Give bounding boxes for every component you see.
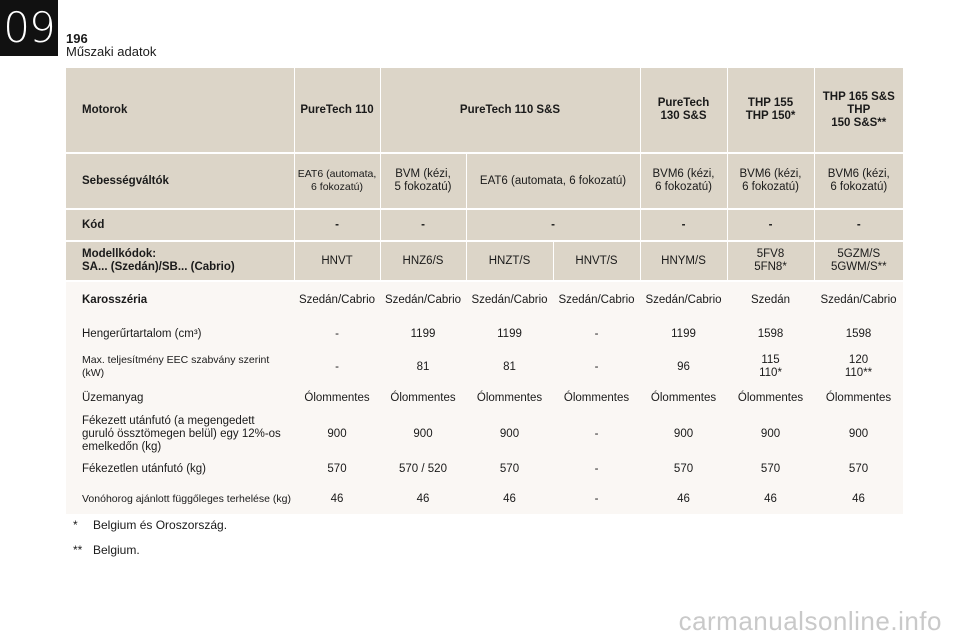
gearbox-cell: BVM (kézi, 5 fokozatú) <box>380 153 466 209</box>
table-cell: - <box>553 318 640 350</box>
code-cell: - <box>380 209 466 241</box>
row-label: Üzemanyag <box>66 384 294 413</box>
row-label: Vonóhorog ajánlott függőleges terhelése (kg) <box>66 484 294 514</box>
table-cell: 46 <box>814 484 903 514</box>
table-cell: 900 <box>814 413 903 455</box>
table-cell: Szedán/Cabrio <box>553 281 640 318</box>
table-cell: 120 110** <box>814 350 903 384</box>
code-cell: - <box>640 209 727 241</box>
engine-cell: PureTech 110 S&S <box>380 68 640 153</box>
header-row-kod <box>66 209 903 241</box>
chapter-number: 09 <box>0 0 58 56</box>
model-code-cell: HNVT <box>294 241 380 281</box>
footnote-text: Belgium. <box>93 543 140 557</box>
table-cell: 46 <box>466 484 553 514</box>
row-label: Motorok <box>66 68 294 153</box>
engine-cell: PureTech 130 S&S <box>640 68 727 153</box>
table-cell: 570 / 520 <box>380 455 466 484</box>
model-code-cell: HNVT/S <box>553 241 640 281</box>
table-cell: 96 <box>640 350 727 384</box>
table-cell: 46 <box>640 484 727 514</box>
table-cell: 900 <box>640 413 727 455</box>
engine-cell: THP 155 THP 150* <box>727 68 814 153</box>
row-label: Sebességváltók <box>66 153 294 209</box>
gearbox-cell: BVM6 (kézi, 6 fokozatú) <box>814 153 903 209</box>
table-cell: 46 <box>380 484 466 514</box>
table-row <box>66 384 903 413</box>
model-code-cell: HNZT/S <box>466 241 553 281</box>
page-number: 196 <box>66 31 88 46</box>
row-label: Fékezetlen utánfutó (kg) <box>66 455 294 484</box>
table-row <box>66 350 903 384</box>
table-cell: Szedán/Cabrio <box>814 281 903 318</box>
header-row-sebessegvaltok <box>66 153 903 209</box>
table-cell: Ólommentes <box>466 384 553 413</box>
footnote-mark: ** <box>73 543 83 557</box>
row-label: Kód <box>66 209 294 241</box>
table-cell: 900 <box>380 413 466 455</box>
table-cell: Ólommentes <box>553 384 640 413</box>
table-cell: 570 <box>814 455 903 484</box>
table-cell: Szedán/Cabrio <box>294 281 380 318</box>
table-cell: 115 110* <box>727 350 814 384</box>
gearbox-cell: BVM6 (kézi, 6 fokozatú) <box>640 153 727 209</box>
header-row-modellkodok <box>66 241 903 281</box>
row-label: Fékezett utánfutó (a megengedett gurulό össztömegen belül) egy 12%-os emelkedőn (kg) <box>66 413 294 455</box>
engine-cell: THP 165 S&S THP 150 S&S** <box>814 68 903 153</box>
row-label: Max. teljesítmény EEC szabvány szerint (kW) <box>66 350 294 384</box>
section-title: Műszaki adatok <box>66 44 157 59</box>
table-cell: Szedán/Cabrio <box>466 281 553 318</box>
table-cell: 900 <box>727 413 814 455</box>
table-row <box>66 413 903 455</box>
model-code-cell: 5GZM/S 5GWM/S** <box>814 241 903 281</box>
footnote-text: Belgium és Oroszország. <box>93 518 228 532</box>
table-cell: 1199 <box>466 318 553 350</box>
table-cell: Ólommentes <box>727 384 814 413</box>
code-cell: - <box>727 209 814 241</box>
code-cell: - <box>294 209 380 241</box>
table-cell: 81 <box>466 350 553 384</box>
engine-cell: PureTech 110 <box>294 68 380 153</box>
footnote <box>73 543 140 557</box>
footnote <box>73 518 227 532</box>
row-label: Modellkódok: SA... (Szedán)/SB... (Cabrio) <box>66 241 294 281</box>
engine-spec-table <box>66 68 903 514</box>
table-cell: - <box>553 350 640 384</box>
table-cell: 570 <box>466 455 553 484</box>
table-cell: 570 <box>727 455 814 484</box>
table-cell: 570 <box>294 455 380 484</box>
header-row-motorok <box>66 68 903 153</box>
table-row <box>66 318 903 350</box>
row-label: Karosszéria <box>66 281 294 318</box>
table-row <box>66 281 903 318</box>
table-cell: 46 <box>727 484 814 514</box>
table-cell: - <box>294 318 380 350</box>
table-row <box>66 484 903 514</box>
table-cell: 570 <box>640 455 727 484</box>
model-code-cell: HNZ6/S <box>380 241 466 281</box>
table-cell: - <box>553 413 640 455</box>
table-cell: 900 <box>466 413 553 455</box>
table-cell: Szedán/Cabrio <box>380 281 466 318</box>
model-code-cell: 5FV8 5FN8* <box>727 241 814 281</box>
table-cell: Ólommentes <box>814 384 903 413</box>
table-cell: 1199 <box>640 318 727 350</box>
table-cell: 46 <box>294 484 380 514</box>
gearbox-cell: EAT6 (automata, 6 fokozatú) <box>466 153 640 209</box>
table-cell: 81 <box>380 350 466 384</box>
table-cell: Szedán/Cabrio <box>640 281 727 318</box>
table-cell: 900 <box>294 413 380 455</box>
footnote-mark: * <box>73 518 78 532</box>
table-cell: Ólommentes <box>640 384 727 413</box>
table-cell: - <box>294 350 380 384</box>
gearbox-cell: BVM6 (kézi, 6 fokozatú) <box>727 153 814 209</box>
row-label: Hengerűrtartalom (cm³) <box>66 318 294 350</box>
table-cell: Ólommentes <box>294 384 380 413</box>
table-cell: Szedán <box>727 281 814 318</box>
table-cell: 1598 <box>727 318 814 350</box>
table-cell: - <box>553 484 640 514</box>
table-cell: 1199 <box>380 318 466 350</box>
model-code-cell: HNYM/S <box>640 241 727 281</box>
watermark: carmanualsonline.info <box>678 606 942 636</box>
table-cell: 1598 <box>814 318 903 350</box>
code-cell: - <box>466 209 640 241</box>
table-cell: - <box>553 455 640 484</box>
table-row <box>66 455 903 484</box>
table-cell: Ólommentes <box>380 384 466 413</box>
gearbox-cell: EAT6 (automata, 6 fokozatú) <box>294 153 380 209</box>
code-cell: - <box>814 209 903 241</box>
